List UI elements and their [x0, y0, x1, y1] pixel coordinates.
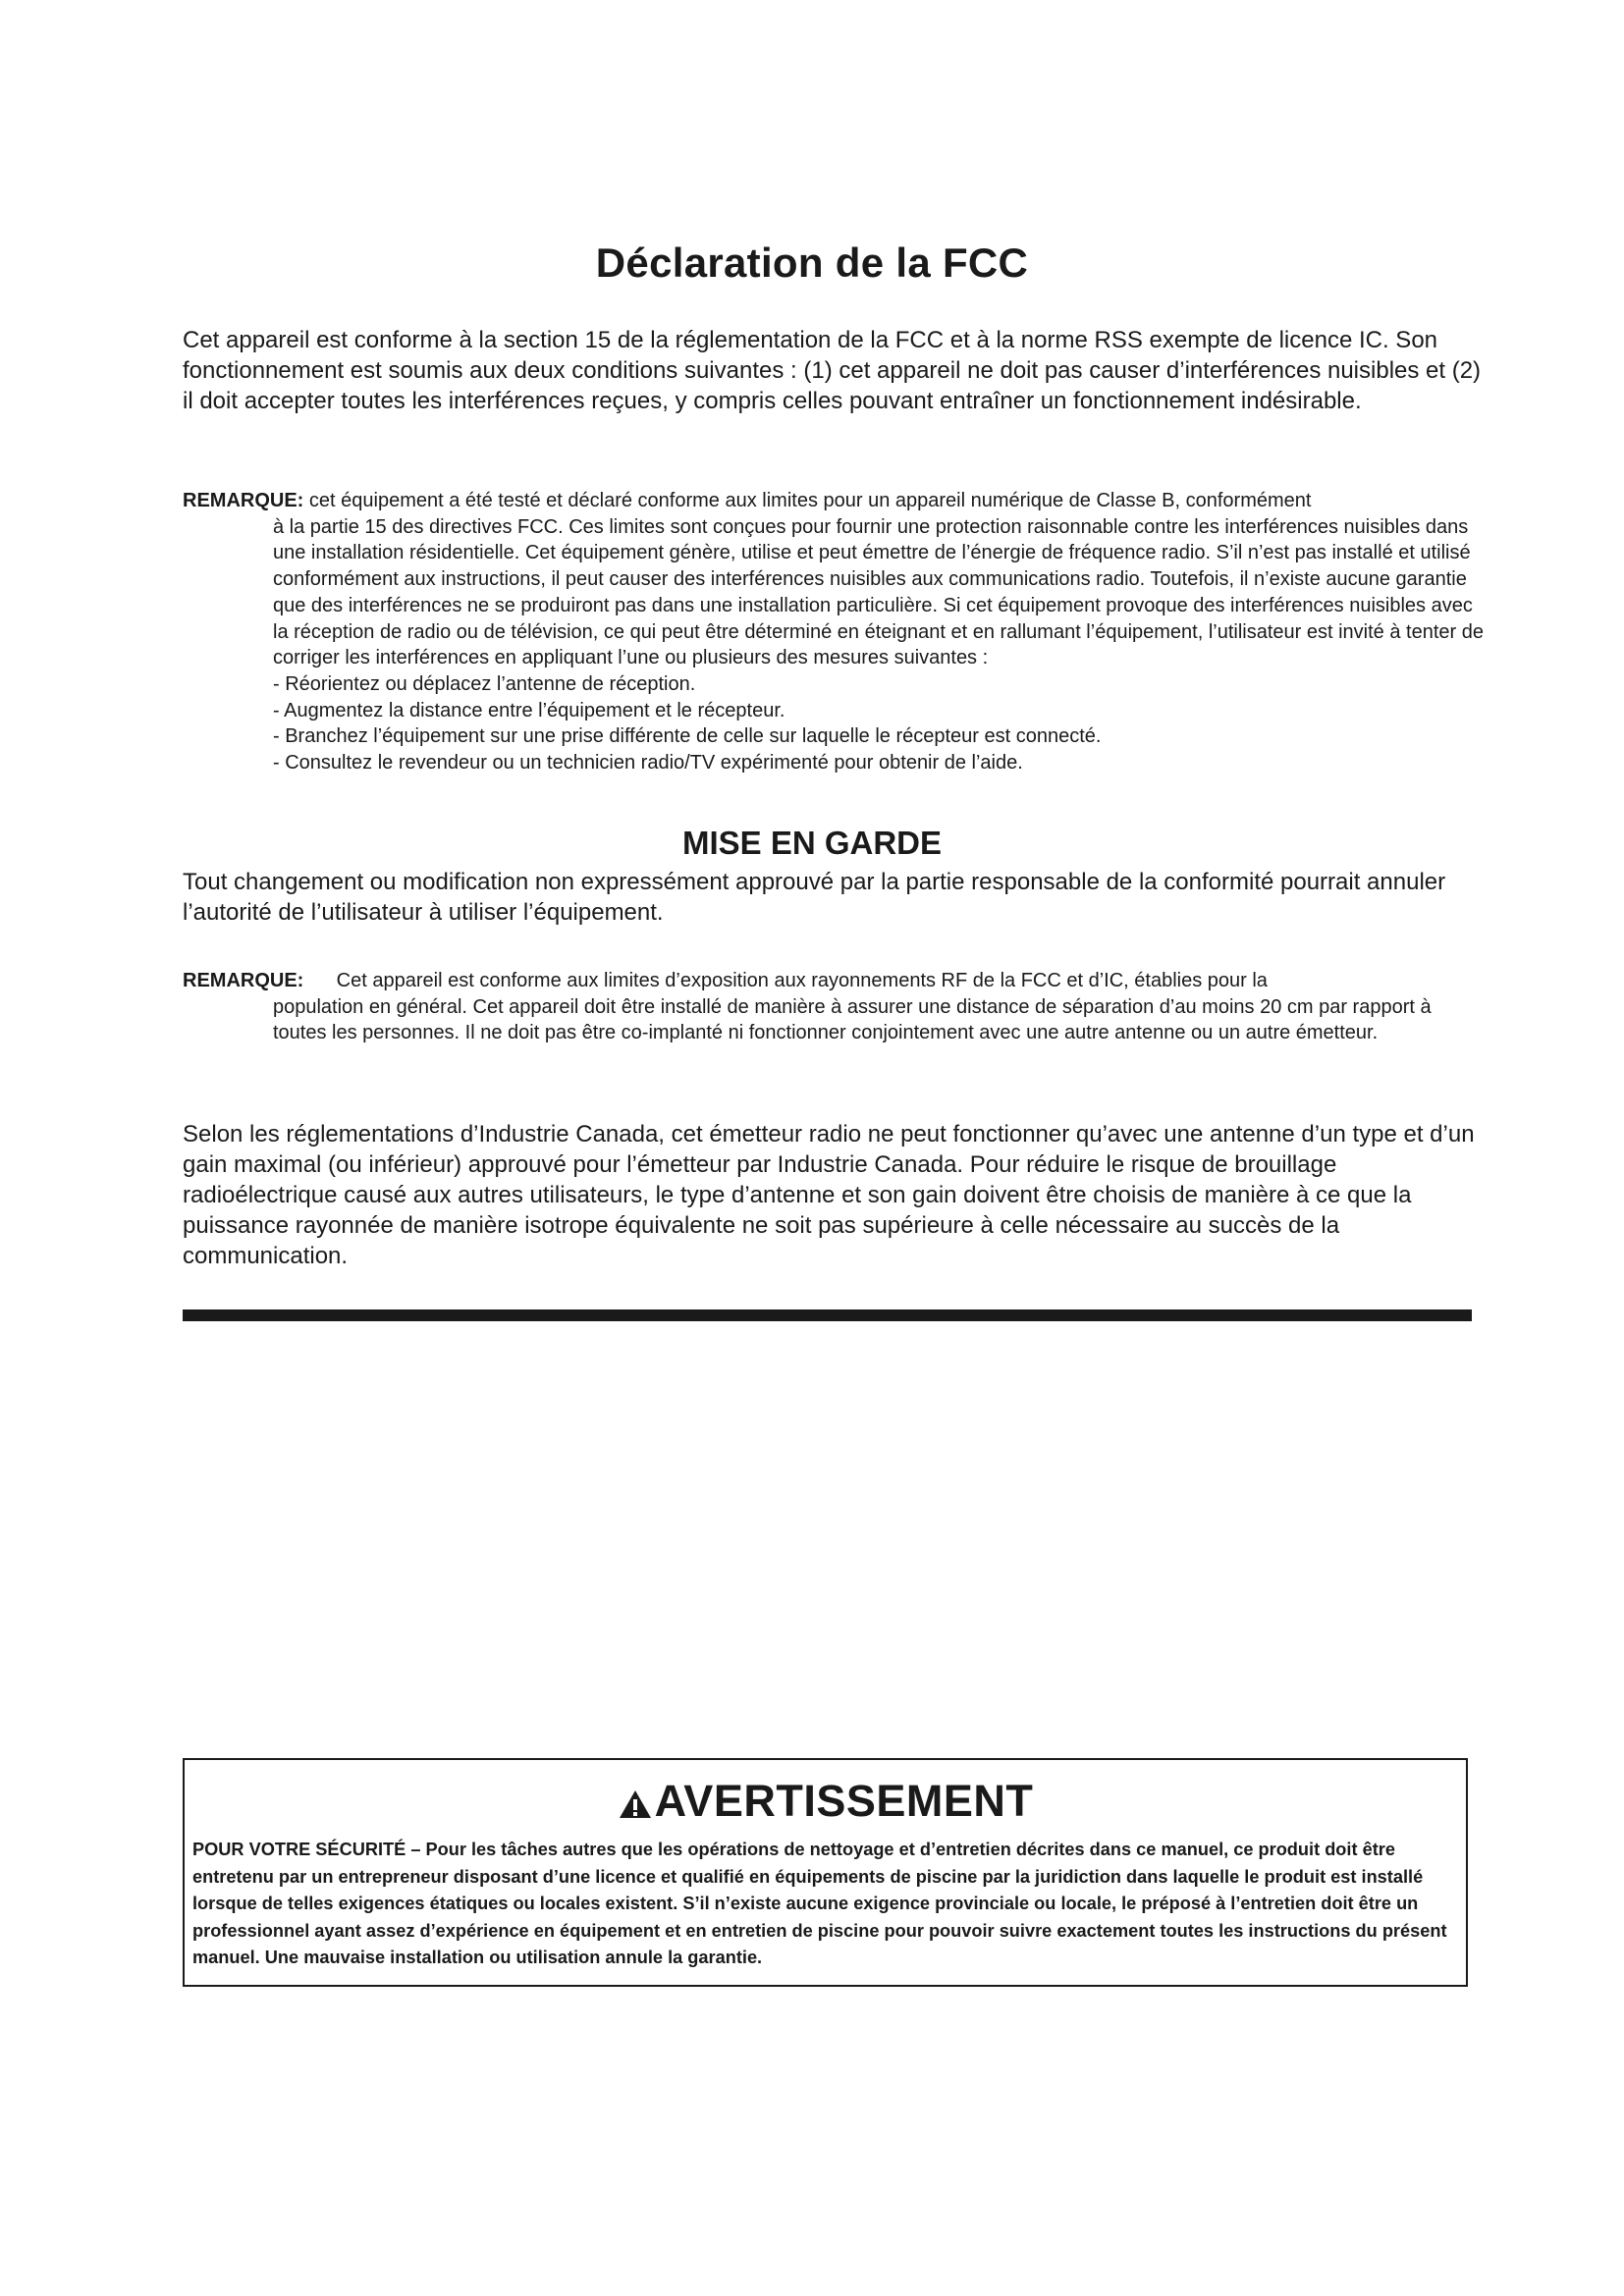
warning-triangle-icon: [618, 1780, 653, 1831]
remark-body: à la partie 15 des directives FCC. Ces limites sont conçues pour fournir une protection raisonnable contre les interférences nuisibles dans une installation résidentielle. Cet équipement génère, utilise et peut émettre de l’énergie de fréquence radio. S’il n’est pas installé et utilisé conformément aux instructions, il peut causer des interférences nuisibles aux communications radio. Toutefois, il n’existe aucune garantie que des interférences ne se produiront pas dans une installation particulière. Si cet équipement provoque des interférences nuisibles avec la réception de radio ou de télévision, ce qui peut être déterminé en éteignant et en rallumant l’équipement, l’utilisateur est invité à tenter de corriger les interférences en appliquant l’une ou plusieurs des mesures suivantes :: [273, 515, 1484, 669]
caution-heading: MISE EN GARDE: [681, 825, 943, 861]
warning-title: [185, 1776, 1466, 1831]
remark-first-line-text: Cet appareil est conforme aux limites d’exposition aux rayonnements RF de la FCC et d’IC, établies pour la: [303, 970, 1268, 991]
remark-first-line: [183, 488, 1489, 514]
section-divider: [183, 1309, 1472, 1321]
measures-list: [183, 671, 1489, 776]
remark-first-line-text: cet équipement a été testé et déclaré conforme aux limites pour un appareil numérique de Classe B, conformément: [303, 490, 1312, 511]
industry-canada-paragraph: Selon les réglementations d’Industrie Canada, cet émetteur radio ne peut fonctionner qu’avec une antenne d’un type et d’un gain maximal (ou inférieur) approuvé pour l’émetteur par Industrie Canada. Pour réduire le risque de brouillage radioélectrique causé aux autres utilisateurs, le type d’antenne et son gain doivent être choisis de manière à ce que la puissance rayonnée de manière isotrope équivalente ne soit pas supérieure à celle nécessaire au succès de la communication.: [183, 1121, 1475, 1269]
warning-box: [183, 1758, 1468, 1987]
remark-rf-exposure: [183, 968, 1489, 1046]
intro-paragraph: Cet appareil est conforme à la section 15 de la réglementation de la FCC et à la norme RSS exempte de licence IC. Son fonctionnement est soumis aux deux conditions suivantes : (1) cet appareil ne doit pas causer d’interférences nuisibles et (2) il doit accepter toutes les interférences reçues, y compris celles pouvant entraîner un fonctionnement indésirable.: [183, 327, 1482, 414]
warning-text: POUR VOTRE SÉCURITÉ – Pour les tâches autres que les opérations de nettoyage et d’entretien décrites dans ce manuel, ce produit doit être entretenu par un entrepreneur disposant d’une licence et qualifié en équipements de piscine par la juridiction dans laquelle le produit est installé lorsque de telles exigences étatiques ou locales existent. S’il n’existe aucune exigence provinciale ou locale, le préposé à l’entretien doit être un professionnel ayant assez d’expérience en équipement et en entretien de piscine pour pouvoir suivre exactement toutes les instructions du présent manuel. Une mauvaise installation ou utilisation annule la garantie.: [192, 1840, 1447, 1967]
remark-class-b: [183, 488, 1489, 776]
caution-paragraph: Tout changement ou modification non expressément approuvé par la partie responsable de la conformité pourrait annuler l’autorité de l’utilisateur à utiliser l’équipement.: [183, 869, 1446, 926]
list-item: - Consultez le revendeur ou un technicien radio/TV expérimenté pour obtenir de l’aide.: [273, 752, 1023, 774]
page-title: Déclaration de la FCC: [595, 240, 1029, 286]
remark-label: REMARQUE:: [183, 970, 304, 991]
remark-label: REMARQUE:: [183, 490, 304, 511]
warning-title-text: AVERTISSEMENT: [654, 1776, 1034, 1826]
list-item: - Réorientez ou déplacez l’antenne de réception.: [273, 672, 696, 695]
remark-first-line: [183, 968, 1489, 994]
list-item: - Augmentez la distance entre l’équipement et le récepteur.: [273, 699, 785, 721]
remark-body: population en général. Cet appareil doit être installé de manière à assurer une distance de séparation d’au moins 20 cm par rapport à toutes les personnes. Il ne doit pas être co-implanté ni fonctionner conjointement avec une autre antenne ou un autre émetteur.: [273, 995, 1432, 1044]
list-item: - Branchez l’équipement sur une prise différente de celle sur laquelle le récepteur est connecté.: [273, 725, 1102, 748]
